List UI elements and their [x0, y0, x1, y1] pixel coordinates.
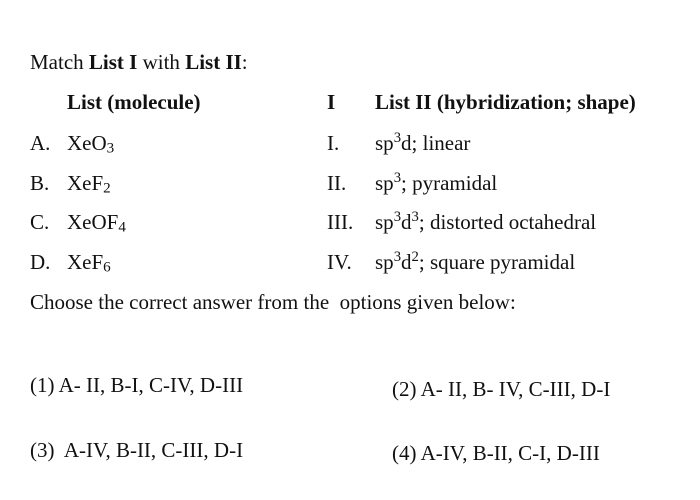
- option-1[interactable]: (1) A- II, B-I, C-IV, D-III: [30, 373, 244, 397]
- hyb-d: d: [401, 250, 412, 274]
- header-roman: I: [327, 90, 336, 114]
- hyb-d: d: [401, 210, 412, 234]
- molecule-subscript: 4: [118, 219, 126, 236]
- row-letter: A.: [30, 131, 51, 155]
- row-roman: III.: [327, 210, 354, 234]
- hyb-sp: sp: [375, 250, 394, 274]
- hybridization-text: [375, 171, 497, 196]
- molecule-subscript: 6: [103, 259, 111, 276]
- hyb-sp: sp: [375, 131, 394, 155]
- row-roman: I.: [327, 131, 340, 155]
- molecule-base: XeO: [67, 131, 107, 155]
- hyb-sup1: 3: [393, 208, 402, 225]
- hybridization-text: [375, 210, 596, 235]
- question-suffix: :: [241, 50, 248, 74]
- hyb-sup2: 3: [411, 208, 419, 225]
- hyb-sp: sp: [375, 210, 394, 234]
- hybridization-text: [375, 131, 470, 156]
- hyb-shape: ; linear: [411, 131, 471, 155]
- hyb-sup1: 3: [393, 129, 402, 146]
- row-roman: IV.: [327, 250, 352, 274]
- question-prefix: Match: [30, 50, 89, 74]
- header-hybridization: List II (hybridization; shape): [375, 90, 636, 114]
- row-letter: B.: [30, 171, 50, 195]
- hyb-sup2: 2: [411, 248, 419, 265]
- instruction-text: Choose the correct answer from the options given below:: [30, 290, 516, 314]
- option-2[interactable]: (2) A- II, B- IV, C-III, D-I: [392, 377, 611, 401]
- molecule-base: XeF: [67, 250, 104, 274]
- list2-label: List II: [185, 50, 242, 74]
- molecule-formula: [67, 250, 111, 275]
- hyb-d: d: [401, 131, 412, 155]
- question-stem: [30, 50, 248, 75]
- molecule-subscript: 2: [103, 180, 111, 197]
- header-molecule: List (molecule): [67, 90, 201, 114]
- hyb-sup1: 3: [393, 248, 402, 265]
- hybridization-text: [375, 250, 575, 275]
- row-roman: II.: [327, 171, 347, 195]
- hyb-shape: ; pyramidal: [401, 171, 498, 195]
- hyb-sp: sp: [375, 171, 394, 195]
- hyb-shape: ; square pyramidal: [418, 250, 576, 274]
- option-4[interactable]: (4) A-IV, B-II, C-I, D-III: [392, 441, 600, 465]
- row-letter: D.: [30, 250, 51, 274]
- option-3[interactable]: (3) A-IV, B-II, C-III, D-I: [30, 438, 244, 462]
- row-letter: C.: [30, 210, 50, 234]
- molecule-base: XeOF: [67, 210, 119, 234]
- molecule-formula: [67, 171, 111, 196]
- molecule-formula: [67, 210, 126, 235]
- question-with: with: [137, 50, 186, 74]
- molecule-formula: [67, 131, 114, 156]
- hyb-shape: ; distorted octahedral: [418, 210, 597, 234]
- list1-label: List I: [88, 50, 138, 74]
- hyb-sup1: 3: [393, 169, 402, 186]
- molecule-base: XeF: [67, 171, 104, 195]
- molecule-subscript: 3: [106, 140, 115, 157]
